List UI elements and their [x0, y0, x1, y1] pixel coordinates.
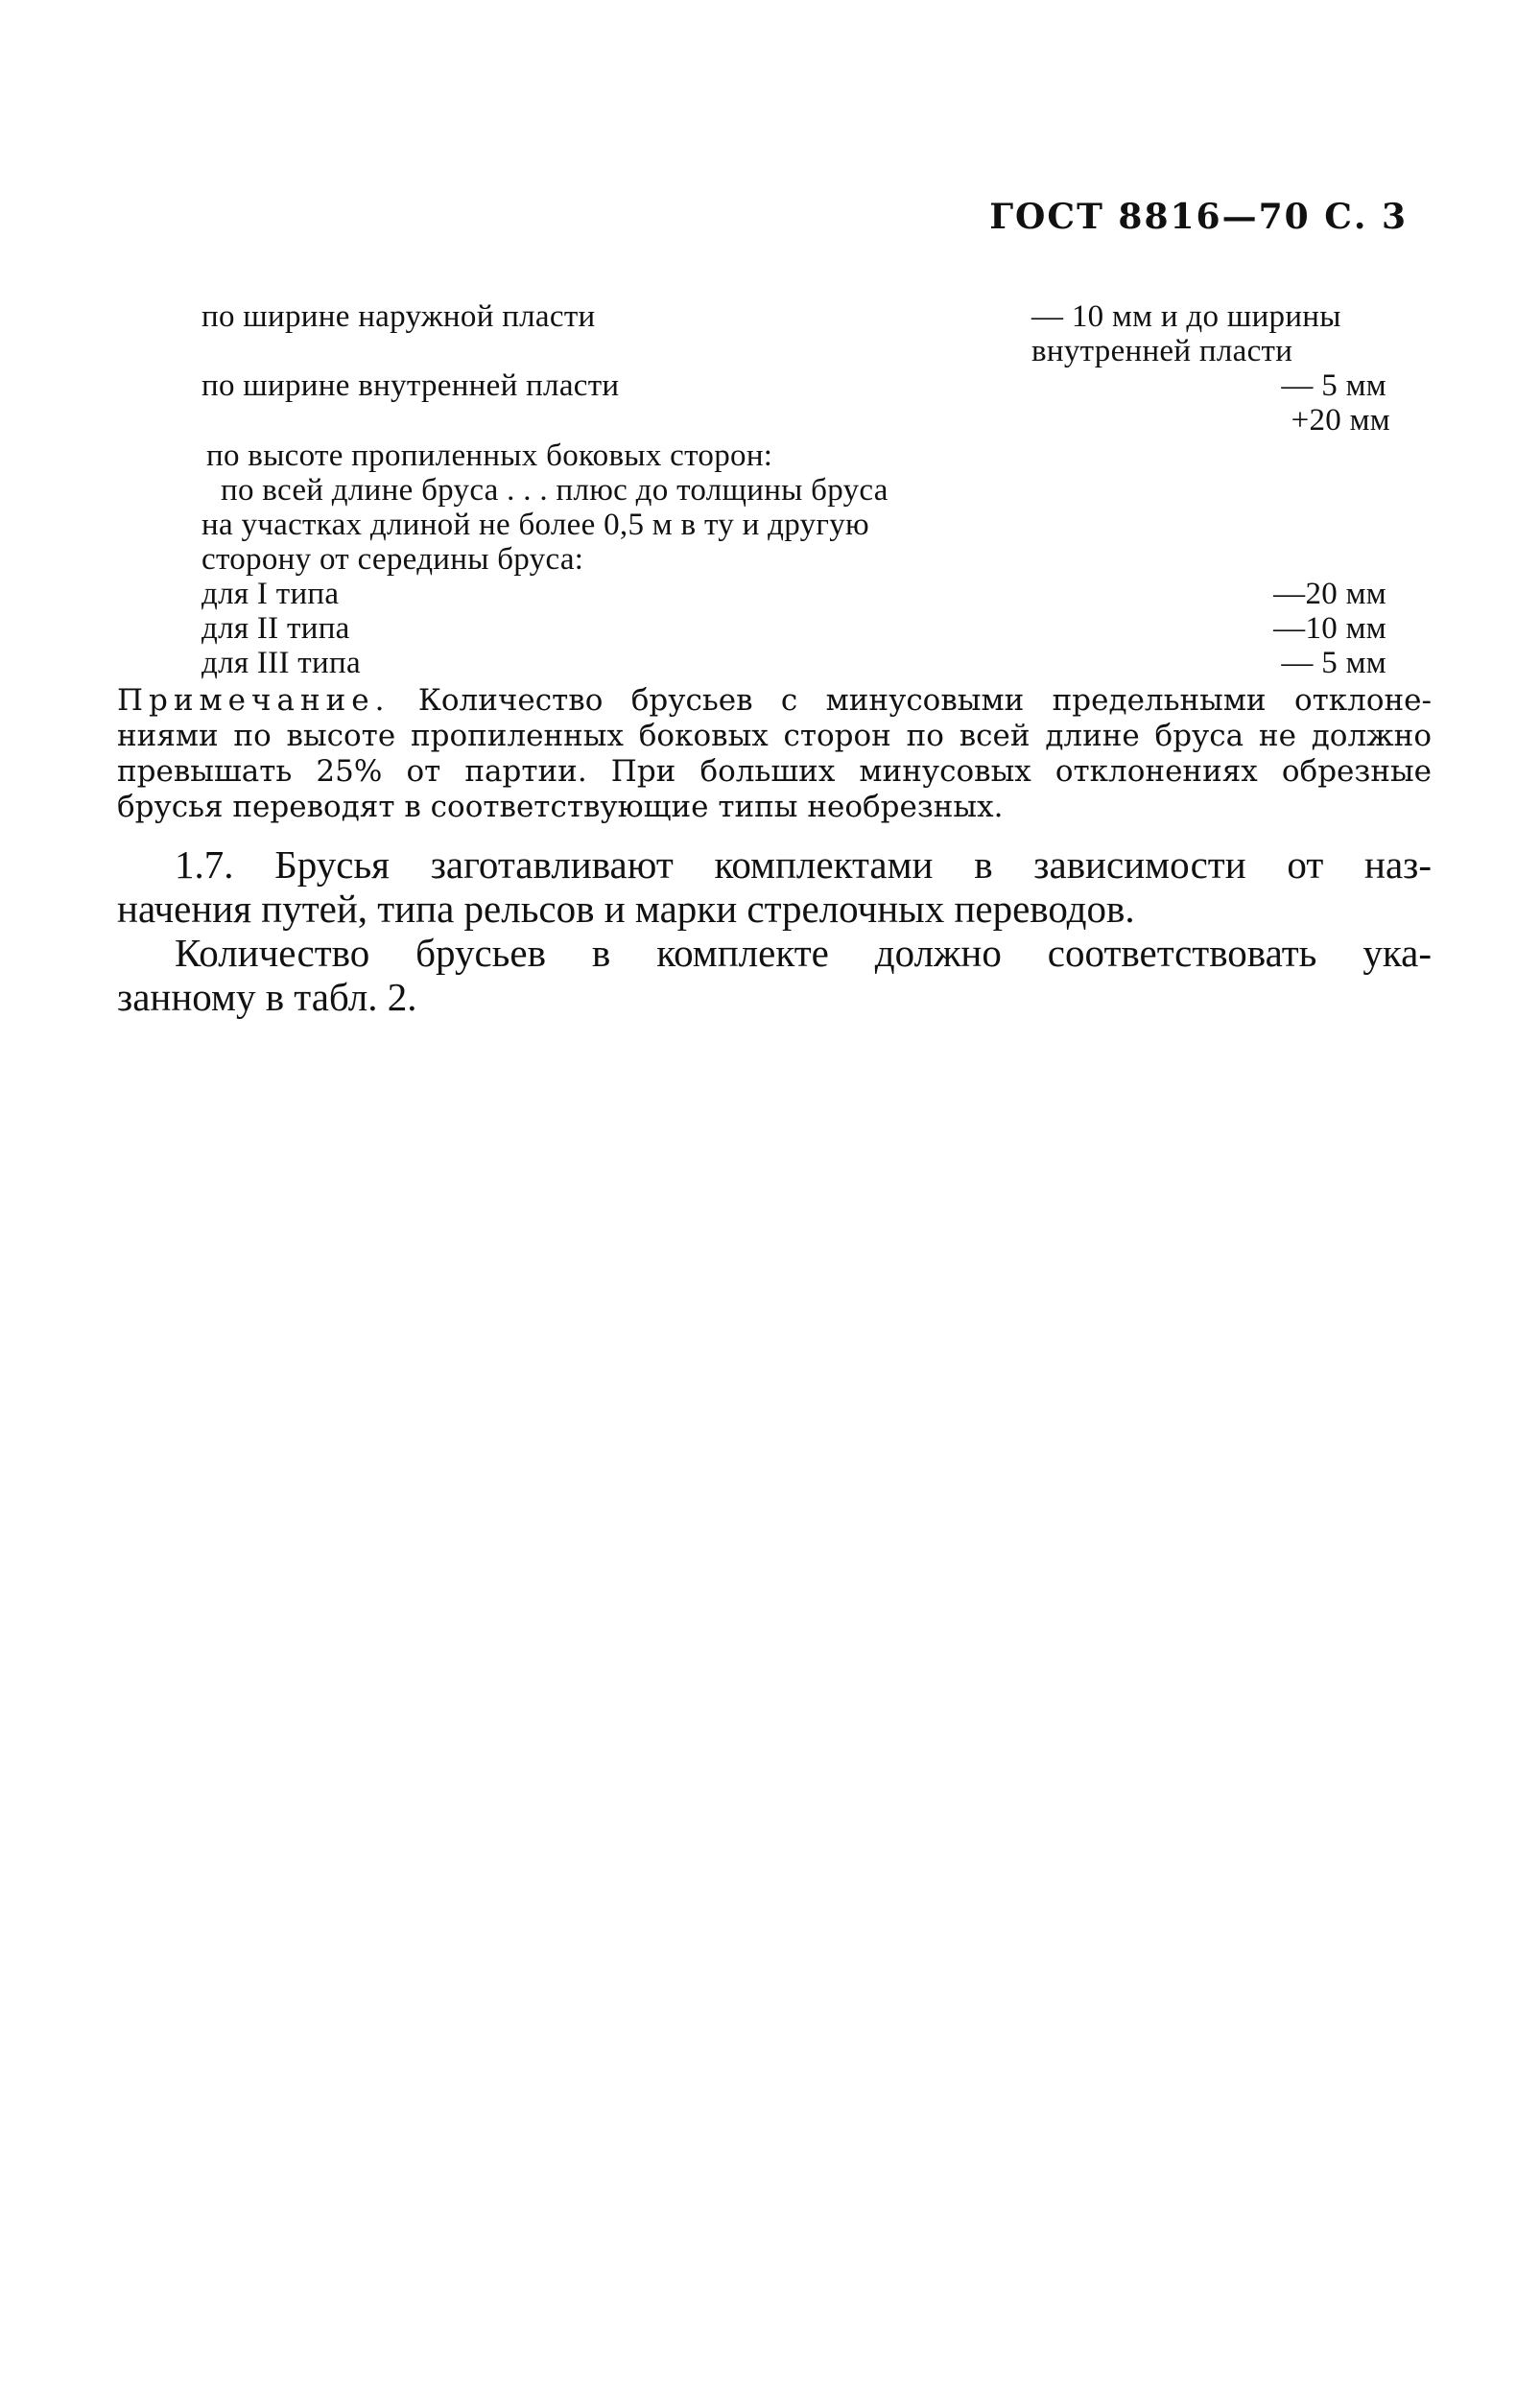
- note-line-3: превышать 25% от партии. При больших минусовых отклонениях обрезные: [117, 754, 1432, 789]
- type3-label: для III типа: [201, 646, 361, 680]
- outer-face-value-1: — 10 мм и до ширины: [1031, 299, 1341, 334]
- inner-face-label: по ширине внутренней пласти: [201, 368, 620, 403]
- note-line-4: брусья переводят в соответствующие типы необрезных.: [117, 790, 1004, 824]
- outer-face-value-2: внутренней пласти: [1031, 334, 1293, 368]
- note-line-1: [117, 683, 1432, 719]
- type1-label: для I типа: [201, 577, 340, 611]
- type1-value: —20 мм: [1273, 577, 1386, 611]
- sawn-sides-heading: по высоте пропиленных боковых сторон:: [206, 438, 773, 473]
- type3-value: — 5 мм: [1281, 646, 1386, 680]
- paragraph-line-1: 1.7. Брусья заготавливают комплектами в зависимости от наз-: [175, 842, 1432, 887]
- note-lead: Примечание.: [117, 683, 391, 718]
- paragraph-1-7: [117, 842, 1432, 1019]
- outer-face-label: по ширине наружной пласти: [201, 299, 596, 334]
- type2-label: для II типа: [201, 611, 350, 646]
- inner-face-value-1: — 5 мм: [1281, 368, 1386, 403]
- note-line-1-text: Количество брусьев с минусовыми предельными отклоне-: [417, 683, 1432, 718]
- segment-line-1: на участках длиной не более 0,5 м в ту и другую: [201, 508, 869, 542]
- paragraph-line-3: Количество брусьев в комплекте должно соответствовать ука-: [175, 931, 1432, 975]
- page-header: ГОСТ 8816—70 С. 3: [989, 197, 1408, 237]
- segment-line-2: сторону от середины бруса:: [201, 542, 584, 577]
- paragraph-line-2: начения путей, типа рельсов и марки стрелочных переводов.: [117, 887, 1135, 931]
- type2-value: —10 мм: [1273, 611, 1386, 646]
- note-block: [117, 683, 1432, 825]
- inner-face-value-2: +20 мм: [1291, 403, 1390, 438]
- paragraph-line-4: занному в табл. 2.: [117, 975, 417, 1019]
- full-length-line: по всей длине бруса . . . плюс до толщины бруса: [221, 473, 888, 508]
- note-line-2: ниями по высоте пропиленных боковых сторон по всей длине бруса не должно: [117, 719, 1432, 753]
